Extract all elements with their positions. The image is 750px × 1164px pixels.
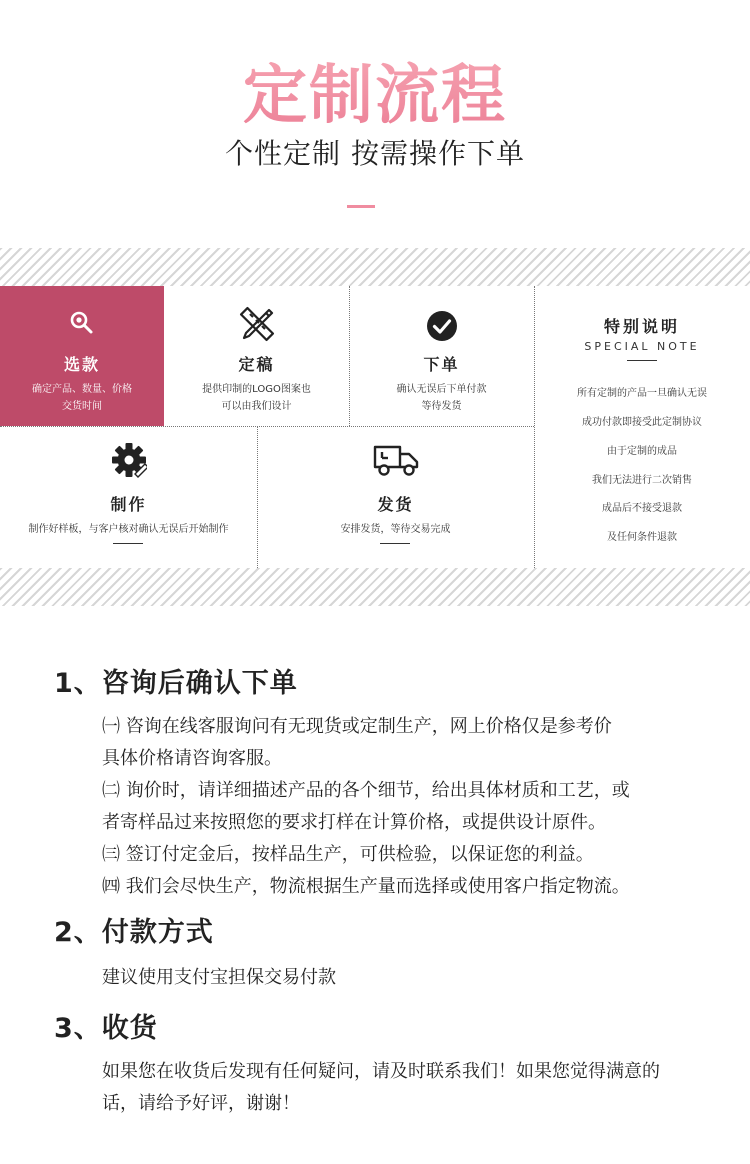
special-note-subtitle: SPECIAL NOTE (584, 340, 700, 353)
section-text: ㈣ 我们会尽快生产，物流根据生产量而选择或使用客户指定物流。 (102, 876, 630, 897)
special-note-line: 成功付款即接受此定制协议 (582, 417, 702, 428)
special-note-title: 特别说明 (603, 317, 680, 336)
section-text: 具体价格请咨询客服。 (102, 748, 282, 769)
section-heading: 1、咨询后确认下单 (54, 668, 298, 699)
special-note-line: 成品后不接受退款 (602, 503, 682, 514)
page-title: 定制流程 (0, 44, 750, 136)
page-subtitle: 个性定制 按需操作下单 (225, 137, 525, 170)
step-desc: 确定产品、数量、价格 (32, 384, 132, 395)
special-note-divider (627, 360, 657, 361)
step-title: 下单 (423, 355, 460, 374)
step-desc: 提供印制的LOGO图案也 (202, 384, 311, 395)
step-desc: 等待发货 (421, 401, 462, 412)
special-note-line: 我们无法进行二次销售 (592, 475, 692, 486)
section-heading: 3、收货 (54, 1013, 158, 1044)
step-production (0, 426, 257, 568)
ruler-pencil-icon (164, 304, 349, 344)
section-text: ㈡ 询价时，请详细描述产品的各个细节，给出具体材质和工艺，或 (102, 780, 630, 801)
step-underline (113, 543, 143, 544)
step-select-style (0, 286, 164, 426)
step-desc: 交货时间 (62, 401, 102, 412)
section-text: ㈠ 咨询在线客服询问有无现货或定制生产，网上价格仅是参考价 (102, 716, 612, 737)
step-shipping (257, 426, 534, 568)
checkmark-circle-icon (349, 310, 534, 342)
step-desc: 制作好样板，与客户核对确认无误后开始制作 (28, 524, 229, 535)
section-text: 如果您在收货后发现有任何疑问，请及时联系我们！如果您觉得满意的 (102, 1061, 660, 1082)
section-text: 建议使用支付宝担保交易付款 (102, 967, 336, 988)
title-divider (347, 205, 375, 208)
special-note-panel (534, 286, 750, 568)
step-finalize-design (164, 286, 349, 426)
section-text: 者寄样品过来按照您的要求打样在计算价格，或提供设计原件。 (102, 812, 606, 833)
gear-icon (0, 442, 257, 478)
step-desc: 确认无误后下单付款 (396, 384, 487, 395)
step-title: 制作 (110, 495, 147, 514)
special-note-line: 所有定制的产品一旦确认无误 (577, 388, 707, 399)
section-text: ㈢ 签订付定金后，按样品生产，可供检验，以保证您的利益。 (102, 844, 594, 865)
magnifier-icon (0, 310, 164, 336)
step-place-order (349, 286, 534, 426)
section-heading: 2、付款方式 (54, 917, 214, 948)
striped-band-bottom (0, 568, 750, 606)
process-grid (0, 286, 750, 568)
step-underline (380, 543, 410, 544)
section-text: 话，请给予好评，谢谢！ (102, 1093, 300, 1114)
step-desc: 安排发货，等待交易完成 (340, 524, 451, 535)
step-title: 选款 (63, 355, 100, 374)
step-title: 定稿 (238, 355, 275, 374)
special-note-line: 及任何条件退款 (607, 532, 677, 543)
step-title: 发货 (377, 495, 414, 514)
step-desc: 可以由我们设计 (221, 401, 292, 412)
striped-band-top (0, 248, 750, 286)
delivery-truck-icon (257, 444, 534, 478)
special-note-line: 由于定制的成品 (607, 446, 677, 457)
